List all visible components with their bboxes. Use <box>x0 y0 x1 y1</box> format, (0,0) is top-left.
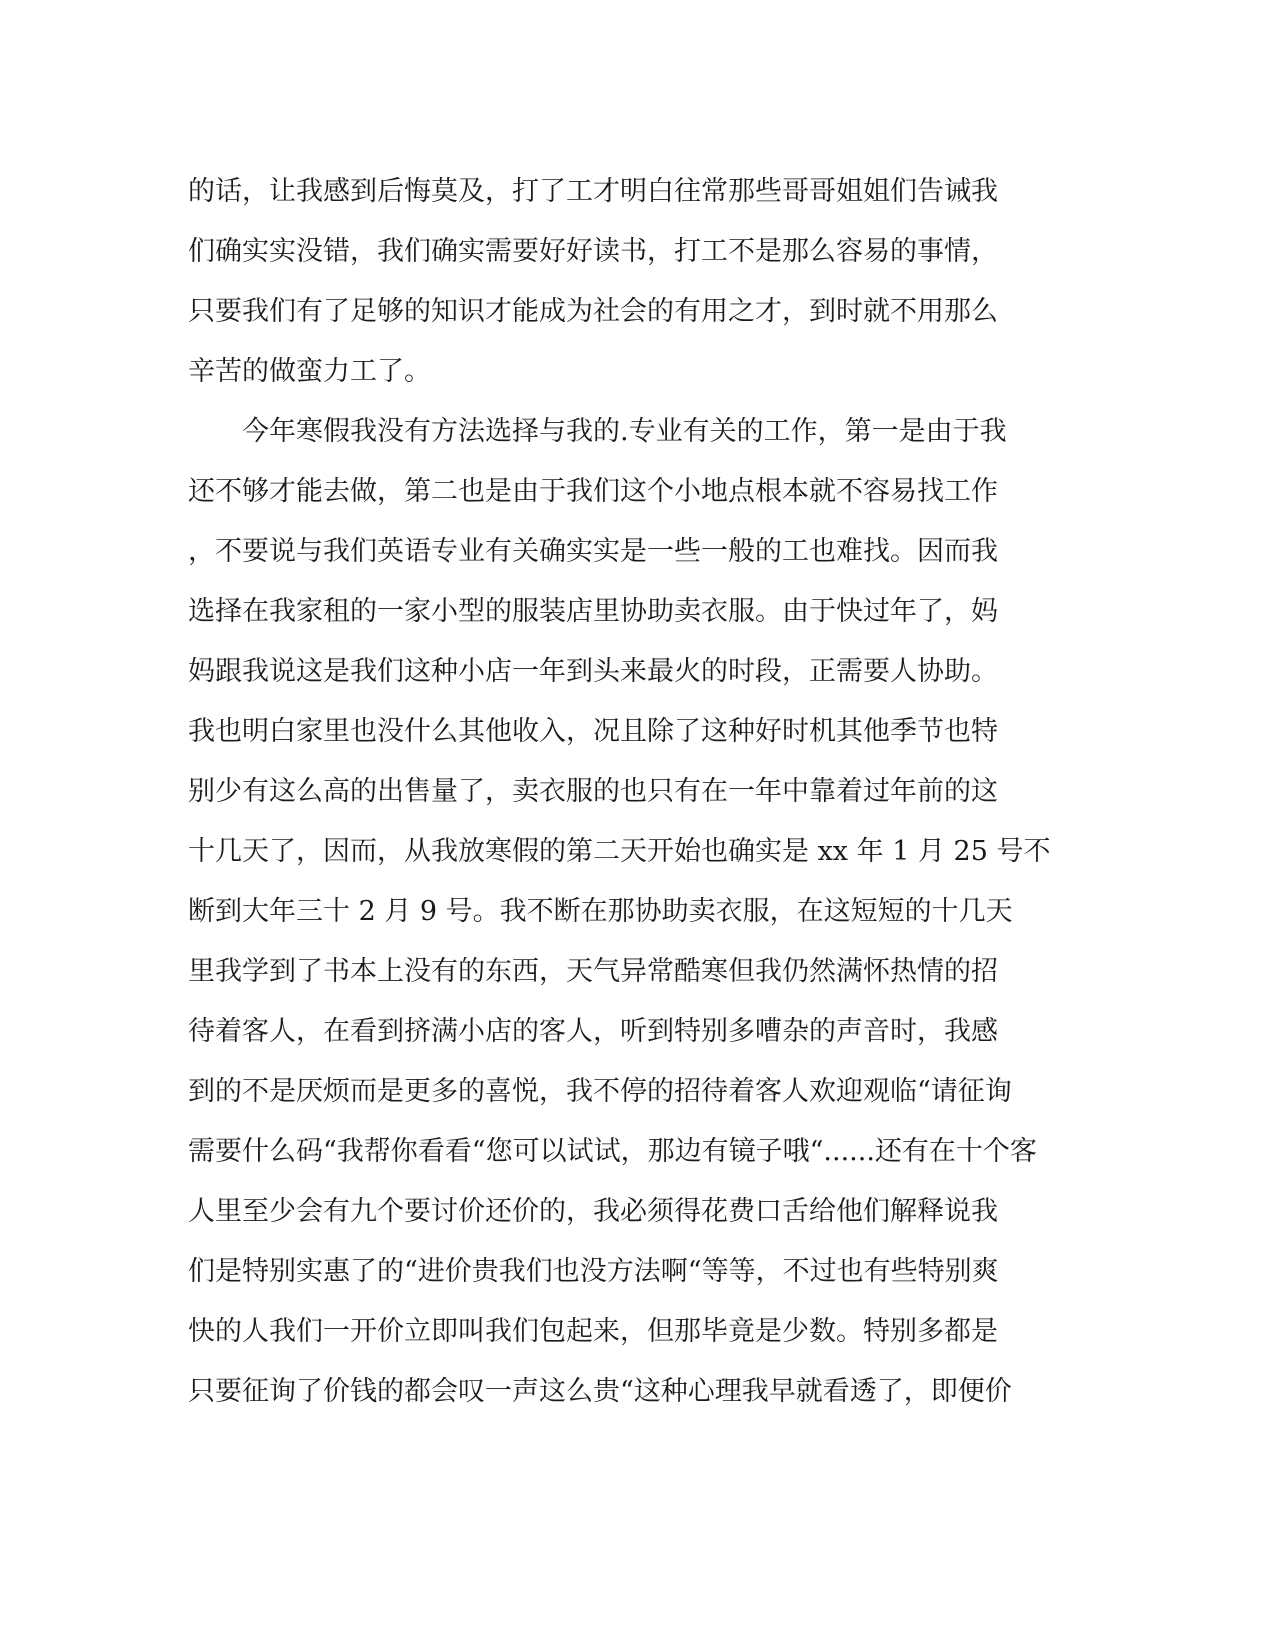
text-line: 断到大年三十 2 月 9 号。我不断在那协助卖衣服，在这短短的十几天 <box>188 896 1013 927</box>
text-line: 们是特别实惠了的“进价贵我们也没方法啊“等等，不过也有些特别爽 <box>188 1256 999 1287</box>
text-line: 待着客人，在看到挤满小店的客人，听到特别多嘈杂的声音时，我感 <box>188 1016 998 1047</box>
text-line: 只要我们有了足够的知识才能成为社会的有用之才，到时就不用那么 <box>188 296 998 327</box>
text-line: 里我学到了书本上没有的东西，天气异常酷寒但我仍然满怀热情的招 <box>188 956 998 987</box>
text-line: 们确实实没错，我们确实需要好好读书，打工不是那么容易的事情， <box>188 236 998 267</box>
text-line: 我也明白家里也没什么其他收入，况且除了这种好时机其他季节也特 <box>188 716 998 747</box>
text-line: 选择在我家租的一家小型的服装店里协助卖衣服。由于快过年了，妈 <box>188 596 998 627</box>
text-line: 需要什么码“我帮你看看“您可以试试，那边有镜子哦“......还有在十个客 <box>188 1136 1037 1167</box>
text-line: 妈跟我说这是我们这种小店一年到头来最火的时段，正需要人协助。 <box>188 656 998 687</box>
text-line: 十几天了，因而，从我放寒假的第二天开始也确实是 xx 年 1 月 25 号不 <box>188 836 1051 867</box>
text-line: 辛苦的做蛮力工了。 <box>188 356 431 387</box>
text-line: 还不够才能去做，第二也是由于我们这个小地点根本就不容易找工作 <box>188 476 998 507</box>
text-line: 的话，让我感到后悔莫及，打了工才明白往常那些哥哥姐姐们告诫我 <box>188 176 998 207</box>
text-line: ，不要说与我们英语专业有关确实实是一些一般的工也难找。因而我 <box>188 536 998 567</box>
text-line: 只要征询了价钱的都会叹一声这么贵“这种心理我早就看透了，即便价 <box>188 1376 1012 1407</box>
text-line: 别少有这么高的出售量了，卖衣服的也只有在一年中靠着过年前的这 <box>188 776 998 807</box>
text-line: 到的不是厌烦而是更多的喜悦，我不停的招待着客人欢迎观临“请征询 <box>188 1076 1012 1107</box>
text-line: 快的人我们一开价立即叫我们包起来，但那毕竟是少数。特别多都是 <box>188 1316 998 1347</box>
text-line: 今年寒假我没有方法选择与我的.专业有关的工作，第一是由于我 <box>188 416 1007 447</box>
text-line: 人里至少会有九个要讨价还价的，我必须得花费口舌给他们解释说我 <box>188 1196 998 1227</box>
body-text <box>188 162 1088 1422</box>
